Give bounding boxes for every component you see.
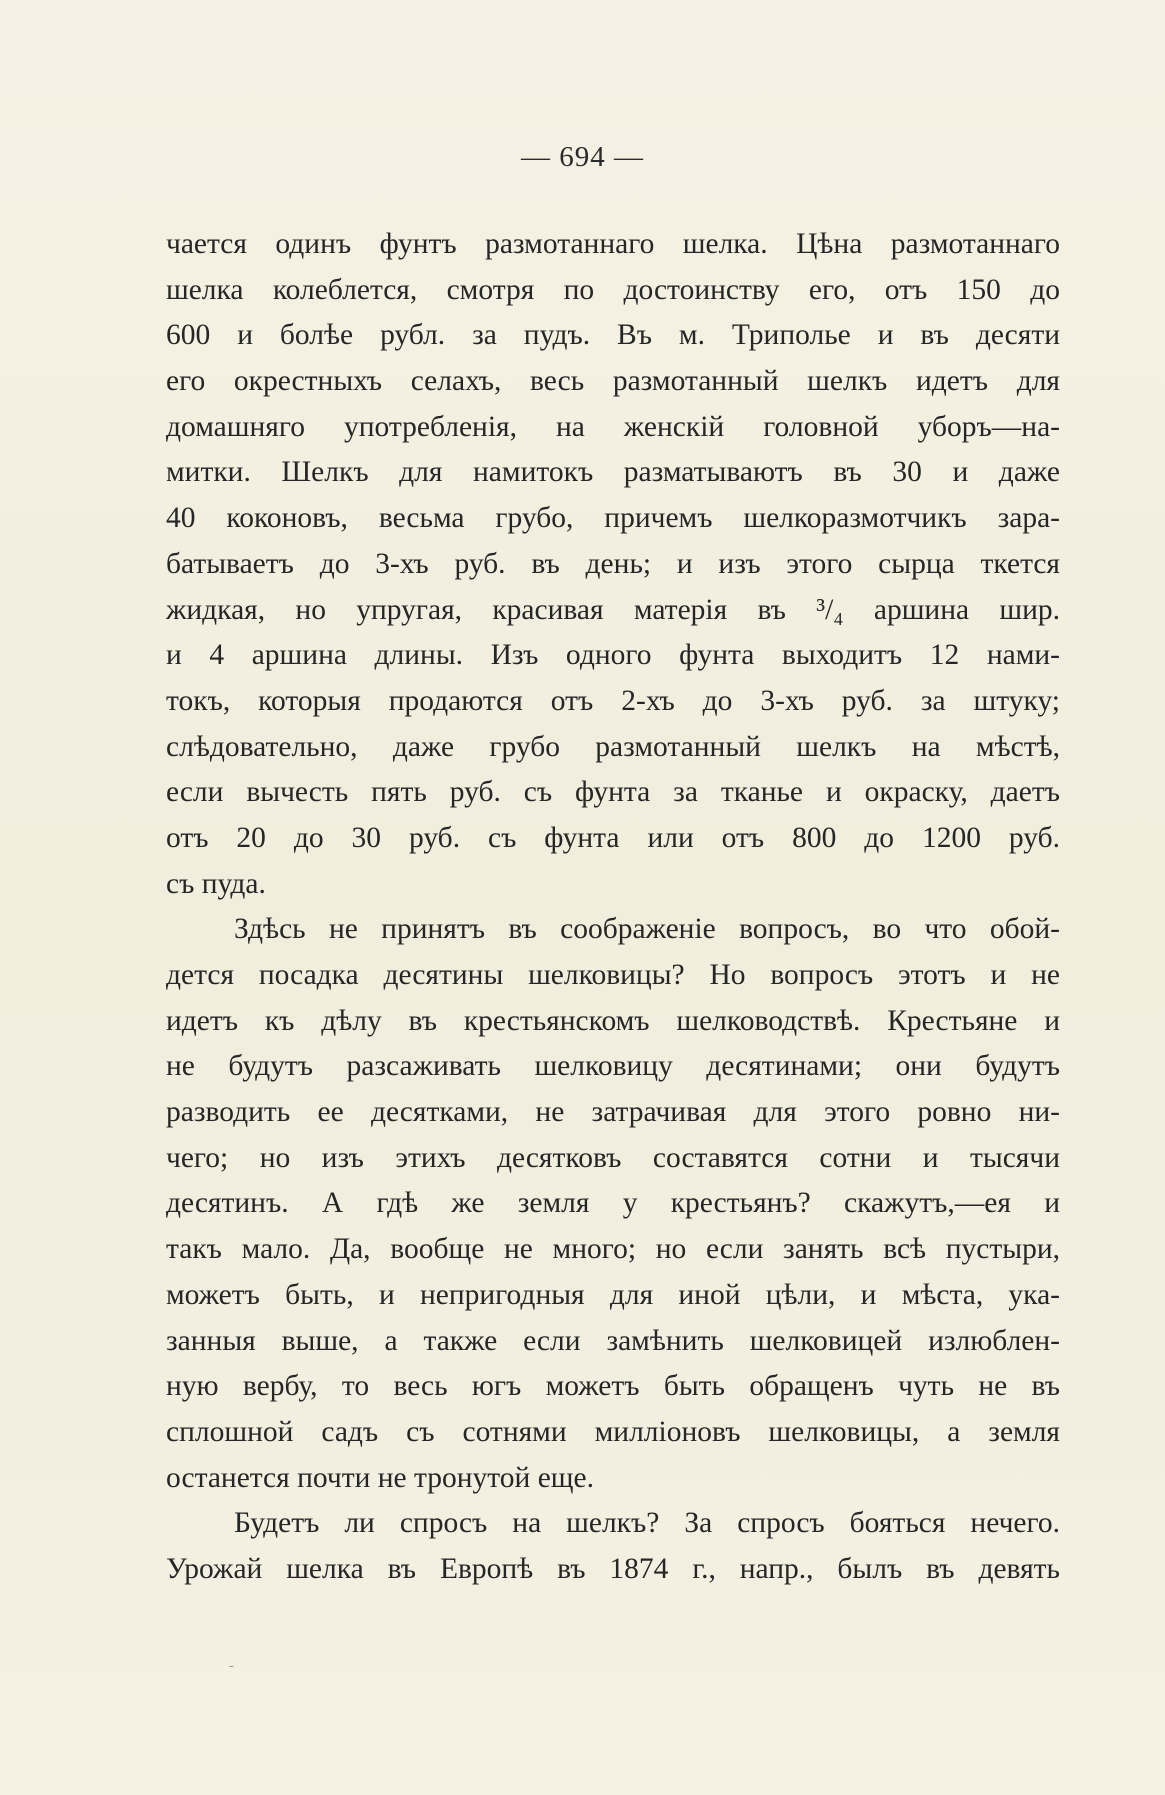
text-line: 40 коконовъ, весьма грубо, причемъ шелкоразмотчикъ зара- <box>166 502 1060 535</box>
text-line: не будутъ разсаживать шелковицу десятинами; они будутъ <box>166 1050 1060 1083</box>
text-line: шелка колеблется, смотря по достоинству его, отъ 150 до <box>166 273 1060 306</box>
paragraph-1 <box>166 222 1060 907</box>
body-text <box>166 222 1060 1593</box>
text-line: слѣдовательно, даже грубо размотанный шелкъ на мѣстѣ, <box>166 730 1060 763</box>
text-line: занныя выше, а также если замѣнить шелковицей излюблен- <box>166 1324 1060 1357</box>
text-line: батываетъ до 3-хъ руб. въ день; и изъ этого сырца ткется <box>166 547 1060 580</box>
text-line: десятинъ. А гдѣ же земля у крестьянъ? скажутъ,—ея и <box>166 1187 1060 1220</box>
text-line: если вычесть пять руб. съ фунта за тканье и окраску, даетъ <box>166 776 1060 809</box>
text-line: останется почти не тронутой еще. <box>166 1461 594 1494</box>
page-number: — 694 — <box>521 141 644 173</box>
text-line: дется посадка десятины шелковицы? Но вопросъ этотъ и не <box>166 959 1060 991</box>
text-line: 600 и болѣе рубл. за пудъ. Въ м. Триполье и въ десяти <box>166 319 1060 352</box>
text-line: сплошной садъ съ сотнями милліоновъ шелковицы, а земля <box>166 1415 1060 1448</box>
text-line: можетъ быть, и непригодныя для иной цѣли, и мѣста, ука- <box>166 1278 1060 1311</box>
text-line: домашняго употребленія, на женскій головной уборъ—на- <box>166 410 1060 443</box>
text-line: отъ 20 до 30 руб. съ фунта или отъ 800 до 1200 руб. <box>166 821 1060 854</box>
paragraph-3 <box>166 1501 1060 1592</box>
paragraph-2 <box>166 907 1060 1501</box>
text-line: Здѣсь не принятъ въ соображеніе вопросъ, во что обой- <box>234 913 1060 946</box>
text-line: такъ мало. Да, вообще не много; но если занять всѣ пустыри, <box>166 1233 1060 1266</box>
text-line: Урожай шелка въ Европѣ въ 1874 г., напр., былъ въ девять <box>166 1552 1060 1585</box>
text-line: и 4 аршина длины. Изъ одного фунта выходитъ 12 нами- <box>166 639 1060 672</box>
text-line: ную вербу, то весь югъ можетъ быть обращенъ чуть не въ <box>166 1370 1060 1403</box>
text-line: разводить ее десятками, не затрачивая для этого ровно ни- <box>166 1096 1060 1129</box>
print-speck: ˗ <box>229 1658 234 1673</box>
text-line: жидкая, но упругая, красивая матерія въ ³/₄ аршина шир. <box>166 593 1060 626</box>
text-line: чего; но изъ этихъ десятковъ составятся сотни и тысячи <box>166 1141 1060 1174</box>
text-line: Будетъ ли спросъ на шелкъ? За спросъ бояться нечего. <box>234 1507 1060 1540</box>
text-line: съ пуда. <box>166 867 266 900</box>
text-line: идетъ къ дѣлу въ крестьянскомъ шелководствѣ. Крестьяне и <box>166 1004 1060 1037</box>
text-line: чается одинъ фунтъ размотаннаго шелка. Цѣна размотаннаго <box>166 228 1060 260</box>
text-line: токъ, которыя продаются отъ 2-хъ до 3-хъ руб. за штуку; <box>166 684 1060 717</box>
text-line: митки. Шелкъ для намитокъ разматываютъ въ 30 и даже <box>166 456 1060 489</box>
text-line: его окрестныхъ селахъ, весь размотанный шелкъ идетъ для <box>166 365 1060 398</box>
